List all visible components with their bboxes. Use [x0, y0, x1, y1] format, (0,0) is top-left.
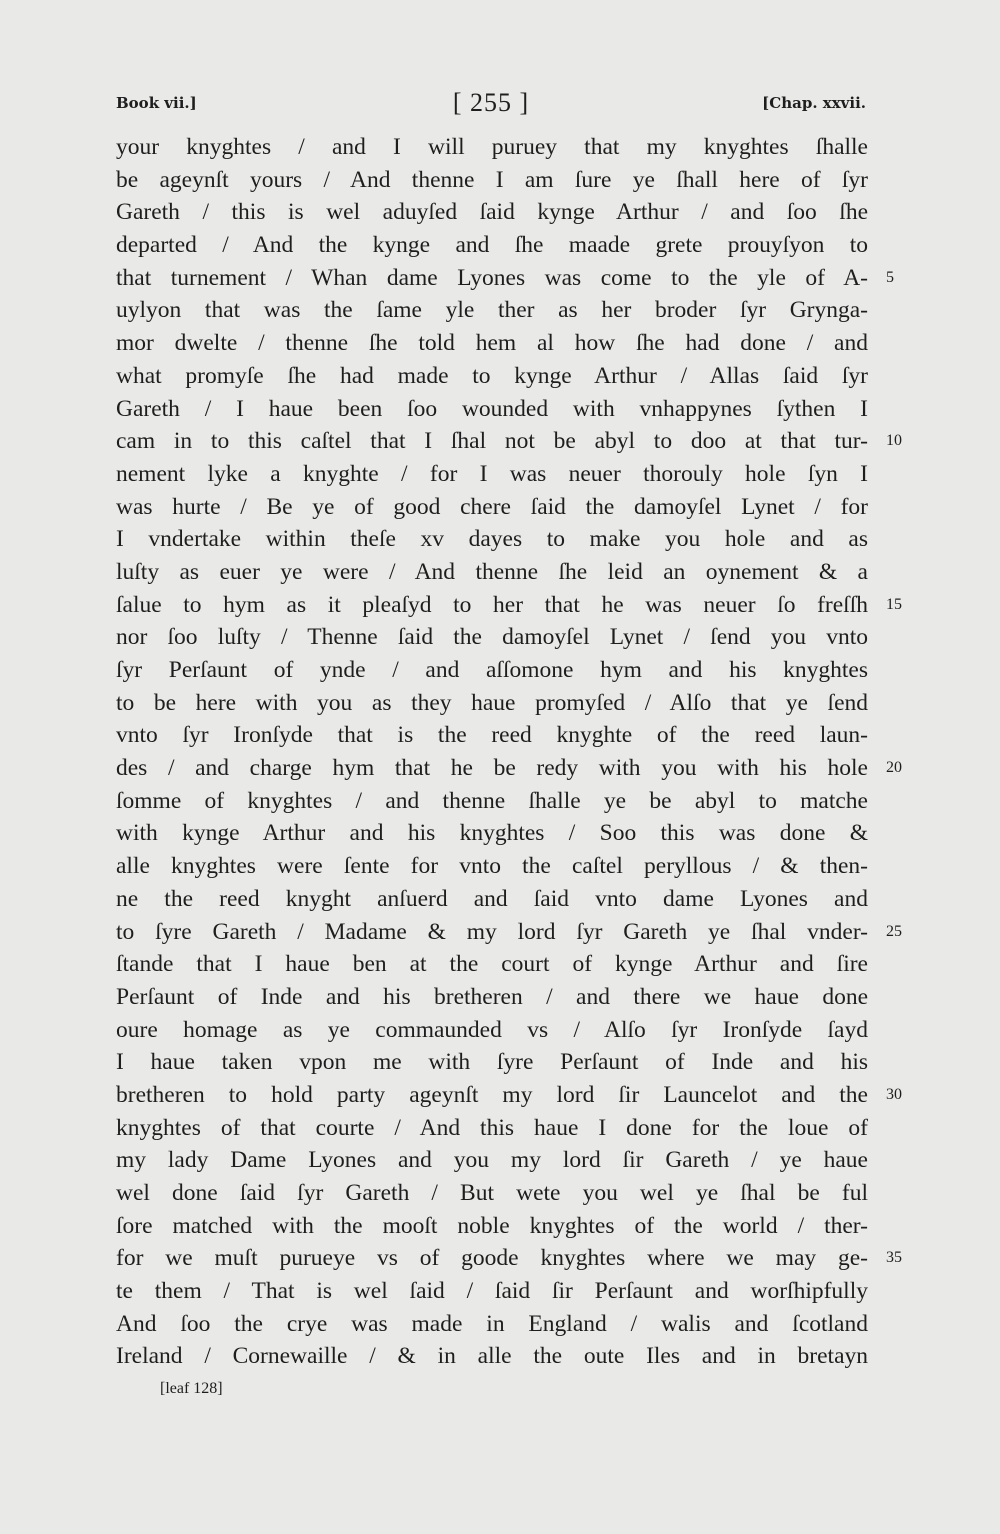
text-line — [116, 589, 902, 622]
text-line — [116, 817, 868, 850]
line-text: my lady Dame Lyones and you my lord ſir Gareth / ye haue — [116, 1147, 868, 1174]
text-line — [116, 785, 868, 818]
text-line — [116, 164, 868, 197]
line-text: knyghtes of that courte / And this haue I done for the loue of — [116, 1114, 868, 1141]
text-line — [116, 393, 868, 426]
line-text: your knyghtes / and I will puruey that my knyghtes ſhalle — [116, 134, 868, 160]
line-text: be ageynſt yours / And thenne I am ſure ye ſhall here of ſyr — [116, 166, 868, 193]
line-text: ſore matched with the mooſt noble knyghtes of the world / ther- — [116, 1212, 868, 1239]
leaf-note: [leaf 128] — [160, 1380, 223, 1397]
line-text: ſyr Perſaunt of ynde / and aſſomone hym and his knyghtes — [116, 657, 868, 683]
line-text: uylyon that was the ſame yle ther as her broder ſyr Grynga- — [116, 297, 868, 324]
line-text: for we muſt purueye vs of goode knyghtes where we may ge- — [116, 1245, 868, 1272]
line-text: mor dwelte / thenne ſhe told hem al how ſhe had done / and — [116, 330, 868, 357]
chapter-label: [Chap. xxvii. — [762, 94, 866, 112]
text-line — [116, 294, 868, 327]
text-line — [116, 1275, 868, 1308]
text-line — [116, 262, 894, 295]
text-line — [116, 1177, 868, 1210]
text-line — [116, 981, 868, 1014]
line-text: bretheren to hold party ageynſt my lord ſir Launcelot and the — [116, 1081, 868, 1108]
book-label: Book vii.] — [116, 94, 197, 112]
line-text: ſtande that I haue ben at the court of kynge Arthur and ſire — [116, 951, 868, 978]
text-line — [116, 1014, 868, 1047]
text-line — [116, 229, 868, 262]
line-number: 10 — [886, 432, 902, 450]
text-line — [116, 1242, 902, 1275]
text-line — [116, 916, 902, 949]
text-line — [116, 425, 902, 458]
line-number: 25 — [886, 922, 902, 940]
text-line — [116, 1112, 868, 1145]
line-text: alle knyghtes were ſente for vnto the caſtel peryllous / & then- — [116, 853, 868, 880]
line-text: wel done ſaid ſyr Gareth / But wete you wel ye ſhal be ful — [116, 1180, 868, 1206]
line-text: nor ſoo luſty / Thenne ſaid the damoyſel Lynet / ſend you vnto — [116, 624, 868, 651]
text-line — [116, 1340, 868, 1373]
line-text: was hurte / Be ye of good chere ſaid the damoyſel Lynet / for — [116, 493, 868, 520]
line-number: 30 — [886, 1085, 902, 1103]
text-line — [116, 523, 868, 556]
text-line — [116, 948, 868, 981]
line-text: to be here with you as they haue promyſed / Alſo that ye ſend — [116, 689, 868, 716]
line-number: 20 — [886, 759, 902, 777]
line-number: 35 — [886, 1249, 902, 1267]
text-line — [116, 654, 868, 687]
text-line — [116, 556, 868, 589]
text-line — [116, 1046, 868, 1079]
text-line — [116, 131, 868, 164]
line-text: Gareth / this is wel aduyſed ſaid kynge Arthur / and ſoo ſhe — [116, 199, 868, 226]
text-line — [116, 1079, 902, 1112]
line-text: luſty as euer ye were / And thenne ſhe leid an oynement & a — [116, 558, 868, 585]
text-line — [116, 621, 868, 654]
line-text: what promyſe ſhe had made to kynge Arthur / Allas ſaid ſyr — [116, 362, 868, 389]
text-line — [116, 850, 868, 883]
text-line — [116, 719, 868, 752]
text-line — [116, 883, 868, 916]
text-line — [116, 687, 868, 720]
line-text: oure homage as ye commaunded vs / Alſo ſyr Ironſyde ſayd — [116, 1016, 868, 1043]
line-number: 15 — [886, 595, 902, 613]
text-body — [116, 131, 902, 1373]
text-line — [116, 196, 868, 229]
running-header — [116, 88, 866, 122]
line-text: departed / And the kynge and ſhe maade grete prouyſyon to — [116, 232, 868, 259]
page-number: [ 255 ] — [452, 88, 530, 117]
line-text: I vndertake within theſe xv dayes to make you hole and as — [116, 526, 868, 553]
line-text: ſomme of knyghtes / and thenne ſhalle ye be abyl to matche — [116, 787, 868, 814]
line-text: cam in to this caſtel that I ſhal not be abyl to doo at that tur- — [116, 428, 868, 455]
line-text: with kynge Arthur and his knyghtes / Soo this was done & — [116, 820, 868, 847]
text-line — [116, 458, 868, 491]
text-line — [116, 491, 868, 524]
line-text: ne the reed knyght anſuerd and ſaid vnto dame Lyones and — [116, 885, 868, 912]
line-text: Perſaunt of Inde and his bretheren / and there we haue done — [116, 983, 868, 1010]
line-text: nement lyke a knyghte / for I was neuer thorouly hole ſyn I — [116, 460, 868, 487]
line-number: 5 — [886, 268, 894, 286]
line-text: I haue taken vpon me with ſyre Perſaunt of Inde and his — [116, 1049, 868, 1076]
line-text: ſalue to hym as it pleaſyd to her that he was neuer ſo freſſh — [116, 591, 868, 618]
text-line — [116, 1144, 868, 1177]
line-text: des / and charge hym that he be redy with you with his hole — [116, 755, 868, 782]
text-line — [116, 752, 902, 785]
line-text: te them / That is wel ſaid / ſaid ſir Perſaunt and worſhipfully — [116, 1278, 868, 1305]
text-line — [116, 360, 868, 393]
line-text: to ſyre Gareth / Madame & my lord ſyr Gareth ye ſhal vnder- — [116, 918, 868, 945]
line-text: Gareth / I haue been ſoo wounded with vnhappynes ſythen I — [116, 395, 868, 422]
text-line — [116, 327, 868, 360]
line-text: vnto ſyr Ironſyde that is the reed knyghte of the reed laun- — [116, 722, 868, 749]
line-text: that turnement / Whan dame Lyones was come to the yle of A- — [116, 264, 868, 291]
text-line — [116, 1308, 868, 1341]
line-text: And ſoo the crye was made in England / walis and ſcotland — [116, 1310, 868, 1337]
text-line — [116, 1210, 868, 1243]
line-text: Ireland / Cornewaille / & in alle the oute Iles and in bretayn — [116, 1343, 868, 1370]
